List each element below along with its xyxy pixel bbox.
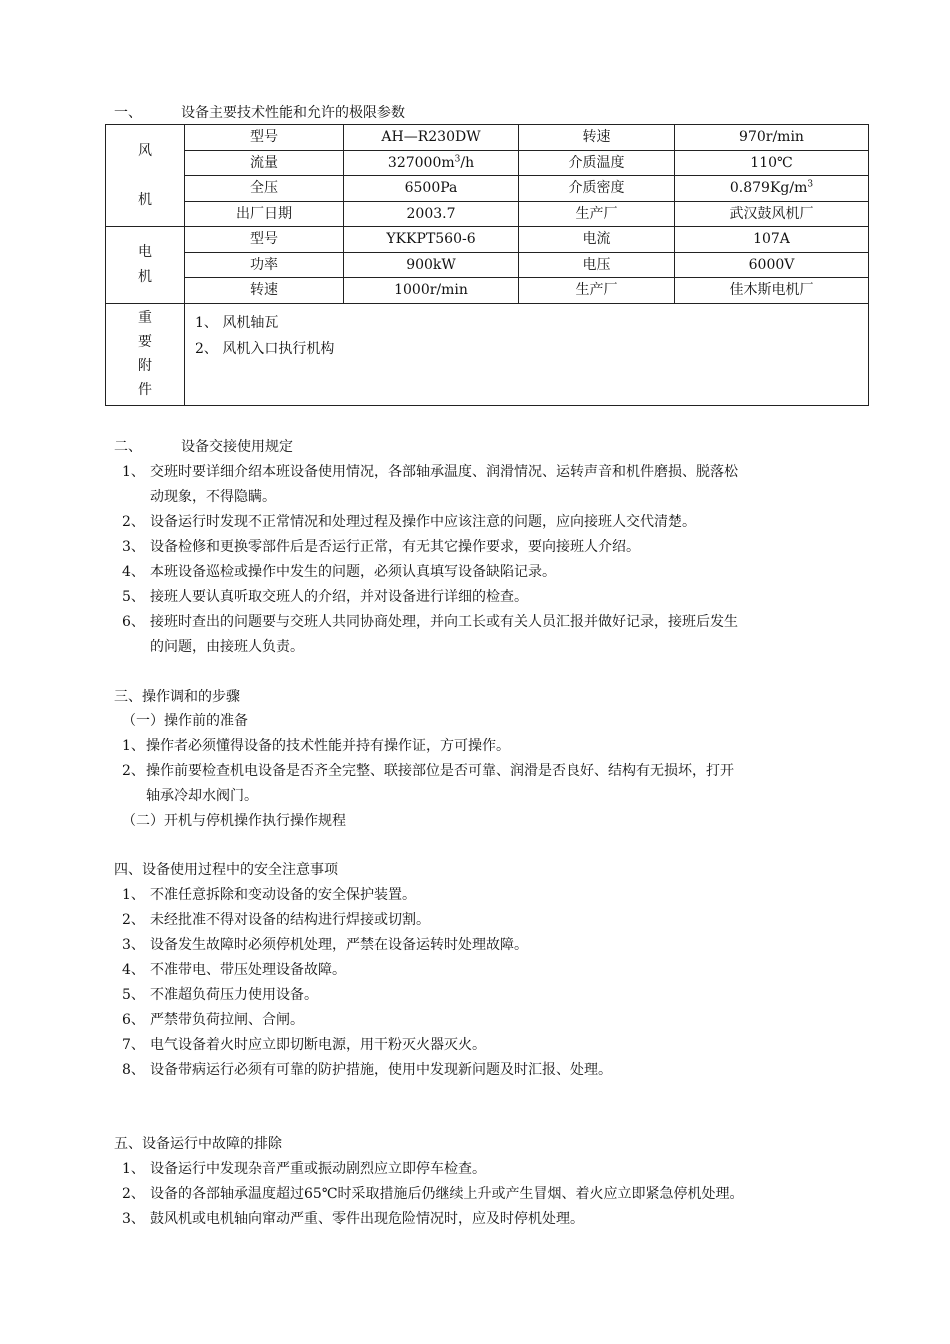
item-index: 5、 xyxy=(122,987,145,1003)
item-text: 不准任意拆除和变动设备的安全保护装置。 xyxy=(150,887,416,903)
list-item xyxy=(122,1185,743,1203)
item-index: 2、 xyxy=(122,912,145,928)
list-item xyxy=(122,961,346,979)
item-index: 3、 xyxy=(122,937,145,953)
item-continuation: 轴承冷却水阀门。 xyxy=(146,788,258,804)
item-text: 设备运行中发现杂音严重或振动剧烈应立即停车检查。 xyxy=(150,1161,486,1177)
fan-label-cell xyxy=(106,125,185,227)
section1-number: 一、 xyxy=(114,105,142,121)
item-text: 设备发生故障时必须停机处理，严禁在设备运转时处理故障。 xyxy=(150,937,528,953)
section1-title: 设备主要技术性能和允许的极限参数 xyxy=(181,105,405,121)
section3-subheading-2: （二）开机与停机操作执行操作规程 xyxy=(122,813,346,829)
item-text: 本班设备巡检或操作中发生的问题，必须认真填写设备缺陷记录。 xyxy=(150,564,556,580)
item-index: 4、 xyxy=(122,962,145,978)
motor-label-cell xyxy=(106,227,185,304)
list-item: 2、 风机入口执行机构 xyxy=(195,340,335,357)
table-row xyxy=(106,303,869,405)
motor-label-char: 机 xyxy=(138,268,152,285)
table-cell: 功率 xyxy=(185,252,344,278)
list-item xyxy=(122,588,528,606)
spacer xyxy=(106,164,184,188)
item-text: 设备运行时发现不正常情况和处理过程及操作中应该注意的问题，应向接班人交代清楚。 xyxy=(150,514,696,530)
item-text: 接班人要认真听取交班人的介绍，并对设备进行详细的检查。 xyxy=(150,589,528,605)
table-cell: 转速 xyxy=(519,125,675,151)
section2-heading xyxy=(114,438,293,456)
section1-heading xyxy=(114,104,405,122)
list-item xyxy=(122,936,528,954)
item-index: 1、 xyxy=(122,887,145,903)
item-text: 电气设备着火时应立即切断电源，用干粉灭火器灭火。 xyxy=(150,1037,486,1053)
table-cell: $0.879Kg/m^3$ xyxy=(675,176,869,202)
list-item xyxy=(122,737,510,755)
table-row xyxy=(106,150,869,176)
table-cell: 电压 xyxy=(519,252,675,278)
table-cell: 生产厂 xyxy=(519,201,675,227)
table-cell: 生产厂 xyxy=(519,278,675,304)
item-text: 严禁带负荷拉闸、合闸。 xyxy=(150,1012,304,1028)
section4-title: 四、设备使用过程中的安全注意事项 xyxy=(114,862,338,878)
item-index: 3、 xyxy=(122,1211,145,1227)
item-text: 不准带电、带压处理设备故障。 xyxy=(150,962,346,978)
table-cell: $327000m^3/h$ xyxy=(344,150,519,176)
item-index: 2、 xyxy=(122,763,145,779)
table-cell: 107A xyxy=(675,227,869,253)
fan-label-char: 机 xyxy=(138,191,152,208)
table-cell: 型号 xyxy=(185,125,344,151)
accessories-label-char: 件 xyxy=(138,382,152,398)
item-index: 3、 xyxy=(122,539,145,555)
list-item xyxy=(122,986,318,1004)
table-cell: 介质密度 xyxy=(519,176,675,202)
item-text: 设备检修和更换零部件后是否运行正常，有无其它操作要求，要向接班人介绍。 xyxy=(150,539,640,555)
section5-title: 五、设备运行中故障的排除 xyxy=(114,1136,282,1152)
item-index: 5、 xyxy=(122,589,145,605)
accessories-label-char: 要 xyxy=(138,334,152,350)
item-index: 2、 xyxy=(122,514,145,530)
table-cell: 全压 xyxy=(185,176,344,202)
item-index: 1、 xyxy=(122,738,145,754)
table-row xyxy=(106,252,869,278)
table-cell: 型号 xyxy=(185,227,344,253)
accessories-label-char: 重 xyxy=(138,310,152,326)
section3-subheading-1: （一）操作前的准备 xyxy=(122,713,248,729)
item-text: 操作者必须懂得设备的技术性能并持有操作证，方可操作。 xyxy=(146,738,510,754)
table-cell: AH—R230DW xyxy=(344,125,519,151)
table-cell: 转速 xyxy=(185,278,344,304)
accessories-label-cell xyxy=(106,303,185,405)
table-row xyxy=(106,176,869,202)
list-item xyxy=(122,1210,584,1228)
table-row xyxy=(106,125,869,151)
item-text: 未经批准不得对设备的结构进行焊接或切割。 xyxy=(150,912,430,928)
table-cell: 970r/min xyxy=(675,125,869,151)
table-cell: 900kW xyxy=(344,252,519,278)
spec-table xyxy=(105,124,869,406)
list-item xyxy=(122,538,640,556)
table-cell: 佳木斯电机厂 xyxy=(675,278,869,304)
item-text: 不准超负荷压力使用设备。 xyxy=(150,987,318,1003)
list-item xyxy=(122,513,696,531)
table-cell: 出厂日期 xyxy=(185,201,344,227)
item-index: 8、 xyxy=(122,1062,145,1078)
item-index: 2、 xyxy=(122,1186,145,1202)
item-index: 1、 xyxy=(122,464,145,480)
item-text: 接班时查出的问题要与交班人共同协商处理，并向工长或有关人员汇报并做好记录，接班后发生 xyxy=(150,614,738,630)
table-cell: 介质温度 xyxy=(519,150,675,176)
table-cell: 6000V xyxy=(675,252,869,278)
item-text: 设备带病运行必须有可靠的防护措施，使用中发现新问题及时汇报、处理。 xyxy=(150,1062,612,1078)
table-cell: YKKPT560-6 xyxy=(344,227,519,253)
table-row xyxy=(106,278,869,304)
fan-label-char: 风 xyxy=(138,142,152,159)
item-index: 6、 xyxy=(122,614,145,630)
list-item xyxy=(122,613,738,631)
section3-title: 三、操作调和的步骤 xyxy=(114,689,240,705)
table-cell: 6500Pa xyxy=(344,176,519,202)
list-item xyxy=(122,1160,486,1178)
list-item xyxy=(122,1036,486,1054)
table-row xyxy=(106,227,869,253)
section2-number: 二、 xyxy=(114,439,142,455)
item-text: 交班时要详细介绍本班设备使用情况，各部轴承温度、润滑情况、运转声音和机件磨损、脱落松 xyxy=(150,464,738,480)
accessories-label-char: 附 xyxy=(138,358,152,374)
table-row xyxy=(106,201,869,227)
item-index: 6、 xyxy=(122,1012,145,1028)
table-cell: 1000r/min xyxy=(344,278,519,304)
list-item xyxy=(122,1011,304,1029)
list-item xyxy=(122,1061,612,1079)
item-continuation: 动现象，不得隐瞒。 xyxy=(150,489,276,505)
list-item xyxy=(122,463,738,481)
section2-title: 设备交接使用规定 xyxy=(181,439,293,455)
table-cell: 流量 xyxy=(185,150,344,176)
table-cell: 2003.7 xyxy=(344,201,519,227)
item-index: 1、 xyxy=(122,1161,145,1177)
list-item: 1、 风机轴瓦 xyxy=(195,314,279,331)
item-index: 4、 xyxy=(122,564,145,580)
table-cell: 110℃ xyxy=(675,150,869,176)
table-cell: 武汉鼓风机厂 xyxy=(675,201,869,227)
item-text: 操作前要检查机电设备是否齐全完整、联接部位是否可靠、润滑是否良好、结构有无损坏，打开 xyxy=(146,763,734,779)
list-item xyxy=(122,911,430,929)
item-text: 设备的各部轴承温度超过65℃时采取措施后仍继续上升或产生冒烟、着火应立即紧急停机处理。 xyxy=(150,1186,744,1202)
list-item xyxy=(122,563,556,581)
list-item xyxy=(122,886,416,904)
item-text: 鼓风机或电机轴向窜动严重、零件出现危险情况时，应及时停机处理。 xyxy=(150,1211,584,1227)
item-index: 7、 xyxy=(122,1037,145,1053)
table-cell: 电流 xyxy=(519,227,675,253)
motor-label-char: 电 xyxy=(138,243,152,260)
accessories-list-cell xyxy=(185,303,869,405)
item-continuation: 的问题，由接班人负责。 xyxy=(150,639,304,655)
list-item xyxy=(122,762,734,780)
